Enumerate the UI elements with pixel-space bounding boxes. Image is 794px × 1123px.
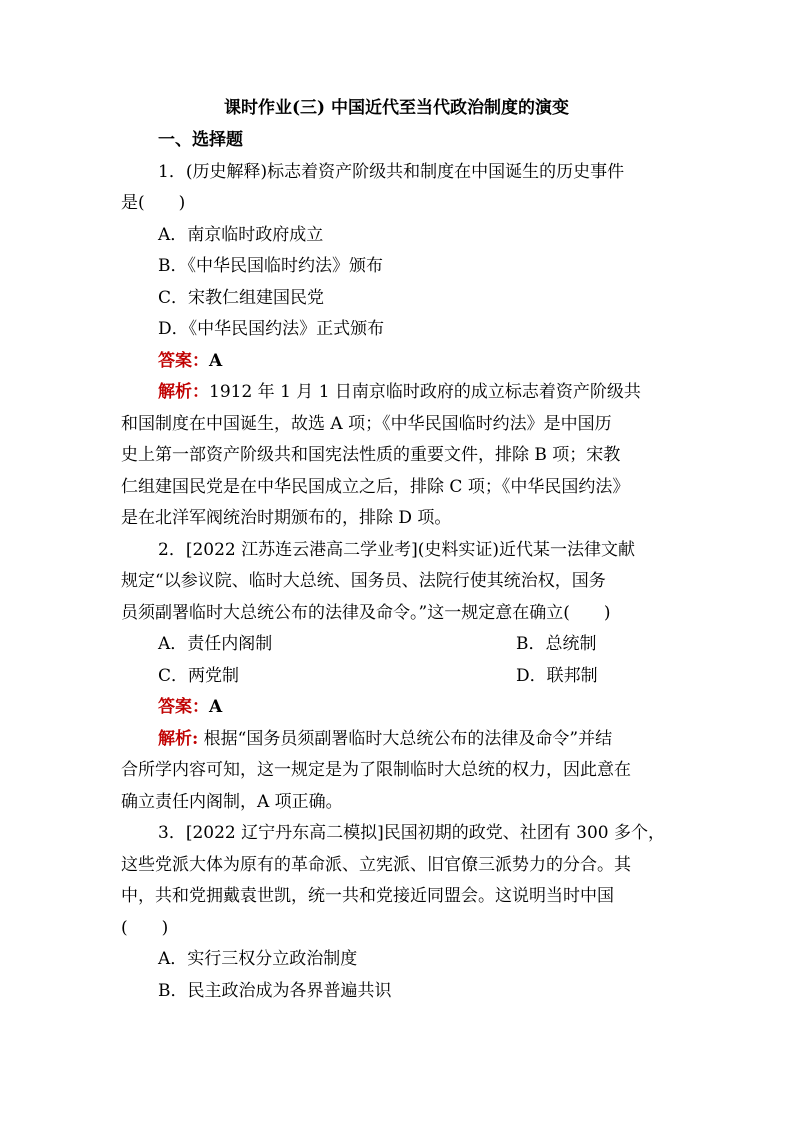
question-2-stem-line-2: 规定“以参议院、临时大总统、国务员、法院行使其统治权，国务 <box>121 571 606 591</box>
question-2-option-a: A．责任内阁制 <box>158 634 273 654</box>
question-2-answer <box>158 697 222 717</box>
section-heading: 一、选择题 <box>158 130 243 150</box>
question-2-analysis-line-2: 合所学内容可知，这一规定是为了限制临时大总统的权力，因此意在 <box>121 760 631 780</box>
question-2-analysis <box>158 729 612 749</box>
question-1-option-c: C．宋教仁组建国民党 <box>158 288 325 308</box>
analysis-text: 根据“国务员须副署临时大总统公布的法律及命令”并结 <box>198 729 613 749</box>
question-1-analysis-line-3: 史上第一部资产阶级共和国宪法性质的重要文件，排除 B 项；宋教 <box>121 445 621 465</box>
question-3-option-a: A．实行三权分立政治制度 <box>158 949 358 969</box>
question-3-stem-line-3: 中，共和党拥戴袁世凯，统一共和党接近同盟会。这说明当时中国 <box>121 886 614 906</box>
question-2-analysis-line-3: 确立责任内阁制，A 项正确。 <box>121 792 343 812</box>
question-3-stem: 3．[2022 辽宁丹东高二模拟]民国初期的政党、社团有 300 多个， <box>158 823 666 843</box>
question-1-analysis-line-2: 和国制度在中国诞生，故选 A 项；《中华民国临时约法》是中国历 <box>121 414 612 434</box>
question-2-stem-line-3: 员须副署临时大总统公布的法律及命令。”这一规定意在确立( ) <box>121 603 611 623</box>
answer-value: A <box>209 351 223 371</box>
question-1-option-d: D．《中华民国约法》正式颁布 <box>158 319 385 339</box>
answer-label: 答案： <box>158 697 209 717</box>
question-1-analysis <box>158 382 641 402</box>
question-2-options-row-1 <box>158 634 272 654</box>
question-1-option-b: B．《中华民国临时约法》颁布 <box>158 256 383 276</box>
question-1-stem-cont: 是( ) <box>121 193 186 213</box>
question-1-analysis-line-5: 是在北洋军阀统治时期颁布的，排除 D 项。 <box>121 508 452 528</box>
page-title: 课时作业(三) 中国近代至当代政治制度的演变 <box>224 98 570 118</box>
question-3-option-b: B．民主政治成为各界普遍共识 <box>158 981 392 1001</box>
question-2-option-d: D．联邦制 <box>516 666 598 686</box>
analysis-text: 1912 年 1 月 1 日南京临时政府的成立标志着资产阶级共 <box>209 382 641 402</box>
answer-label: 答案： <box>158 351 209 371</box>
analysis-label: 解析： <box>158 382 209 402</box>
question-2-option-c: C．两党制 <box>158 666 240 686</box>
question-3-stem-line-2: 这些党派大体为原有的革命派、立宪派、旧官僚三派势力的分合。其 <box>121 855 631 875</box>
question-2-stem: 2．[2022 江苏连云港高二学业考](史料实证)近代某一法律文献 <box>158 540 636 560</box>
question-1-stem: 1．(历史解释)标志着资产阶级共和制度在中国诞生的历史事件 <box>158 162 625 182</box>
question-3-stem-line-4: ( ) <box>121 918 169 938</box>
analysis-label: 解析: <box>158 729 199 749</box>
answer-value: A <box>209 697 223 717</box>
question-1-analysis-line-4: 仁组建国民党是在中华民国成立之后，排除 C 项；《中华民国约法》 <box>121 477 630 497</box>
question-1-answer <box>158 351 222 371</box>
question-1-option-a: A．南京临时政府成立 <box>158 225 324 245</box>
question-2-option-b: B．总统制 <box>516 634 597 654</box>
